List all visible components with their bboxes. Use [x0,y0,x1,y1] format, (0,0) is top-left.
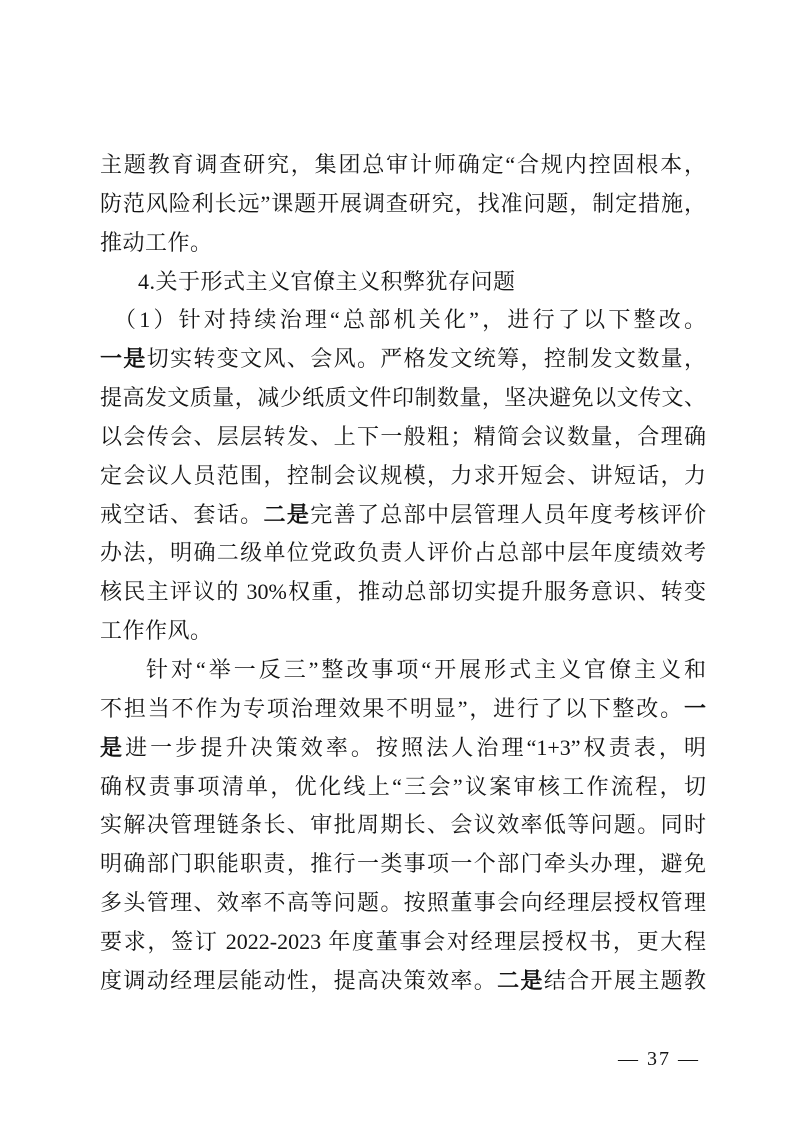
text-line [100,573,706,612]
text-segment: 不担当不作为专项治理效果不明显”，进行了以下整改。 [100,695,684,721]
text-segment: 明确部门职能职责，推行一类事项一个部门牵头办理，避免 [100,851,706,877]
text-segment: 推动工作。 [100,229,213,255]
text-segment: 针对“举一反三”整改事项“开展形式主义官僚主义和 [146,656,706,682]
text-segment: 4.关于形式主义官僚主义积弊犹存问题 [138,268,516,294]
text-line [100,146,706,185]
text-segment: 定会议人员范围，控制会议规模，力求开短会、讲短话，力 [100,462,706,488]
text-line [100,379,706,418]
text-line [100,729,706,768]
text-segment: 防范风险利长远”课题开展调查研究，找准问题，制定措施， [100,190,706,216]
text-line [100,884,706,923]
text-segment: 切实转变文风、会风。严格发文统筹，控制发文数量， [146,346,706,372]
text-line [100,418,706,457]
text-segment: 完善了总部中层管理人员年度考核评价 [310,501,706,527]
text-segment: 实解决管理链条长、审批周期长、会议效率低等问题。同时 [100,812,706,838]
document-body-text [100,146,706,1001]
text-segment: （1）针对持续治理“总部机关化”，进行了以下整改。 [114,307,706,333]
text-line [100,612,706,651]
page-number: — 37 — [618,1048,700,1070]
text-line [100,496,706,535]
text-segment: 办法，明确二级单位党政负责人评价占总部中层年度绩效考 [100,540,706,566]
text-line [100,457,706,496]
text-segment: 主题教育调查研究，集团总审计师确定“合规内控固根本， [100,152,706,177]
text-segment: 工作作风。 [100,618,213,644]
bold-text-segment: 二是 [263,501,311,527]
text-segment: 度调动经理层能动性，提高决策效率。 [100,967,498,993]
text-line [100,340,706,379]
text-line [100,263,706,302]
text-segment: 结合开展主题教 [543,967,706,993]
bold-text-segment: 是 [100,734,126,760]
text-segment: 确权责事项清单，优化线上“三会”议案审核工作流程，切 [100,773,706,799]
bold-text-segment: 二是 [497,967,544,993]
text-segment: 进一步提升决策效率。按照法人治理“1+3”权责表，明 [125,734,706,760]
text-line [100,806,706,845]
text-line [100,301,706,340]
text-line [100,534,706,573]
text-segment: 以会传会、层层转发、上下一般粗；精简会议数量，合理确 [100,423,706,449]
text-line [100,185,706,224]
text-line [100,690,706,729]
bold-text-segment: 一是 [100,346,147,372]
bold-text-segment: 一 [683,695,706,721]
text-segment: 戒空话、套话。 [100,501,264,527]
text-segment: 提高发文质量，减少纸质文件印制数量，坚决避免以文传文、 [100,385,706,411]
text-line [100,962,706,1001]
text-segment: 多头管理、效率不高等问题。按照董事会向经理层授权管理 [100,890,706,916]
text-line [100,845,706,884]
text-line [100,224,706,263]
text-line [100,768,706,807]
text-line [100,651,706,690]
text-segment: 核民主评议的 30%权重，推动总部切实提升服务意识、转变 [100,579,706,605]
text-segment: 要求，签订 2022-2023 年度董事会对经理层授权书，更大程 [100,928,706,954]
text-line [100,923,706,962]
